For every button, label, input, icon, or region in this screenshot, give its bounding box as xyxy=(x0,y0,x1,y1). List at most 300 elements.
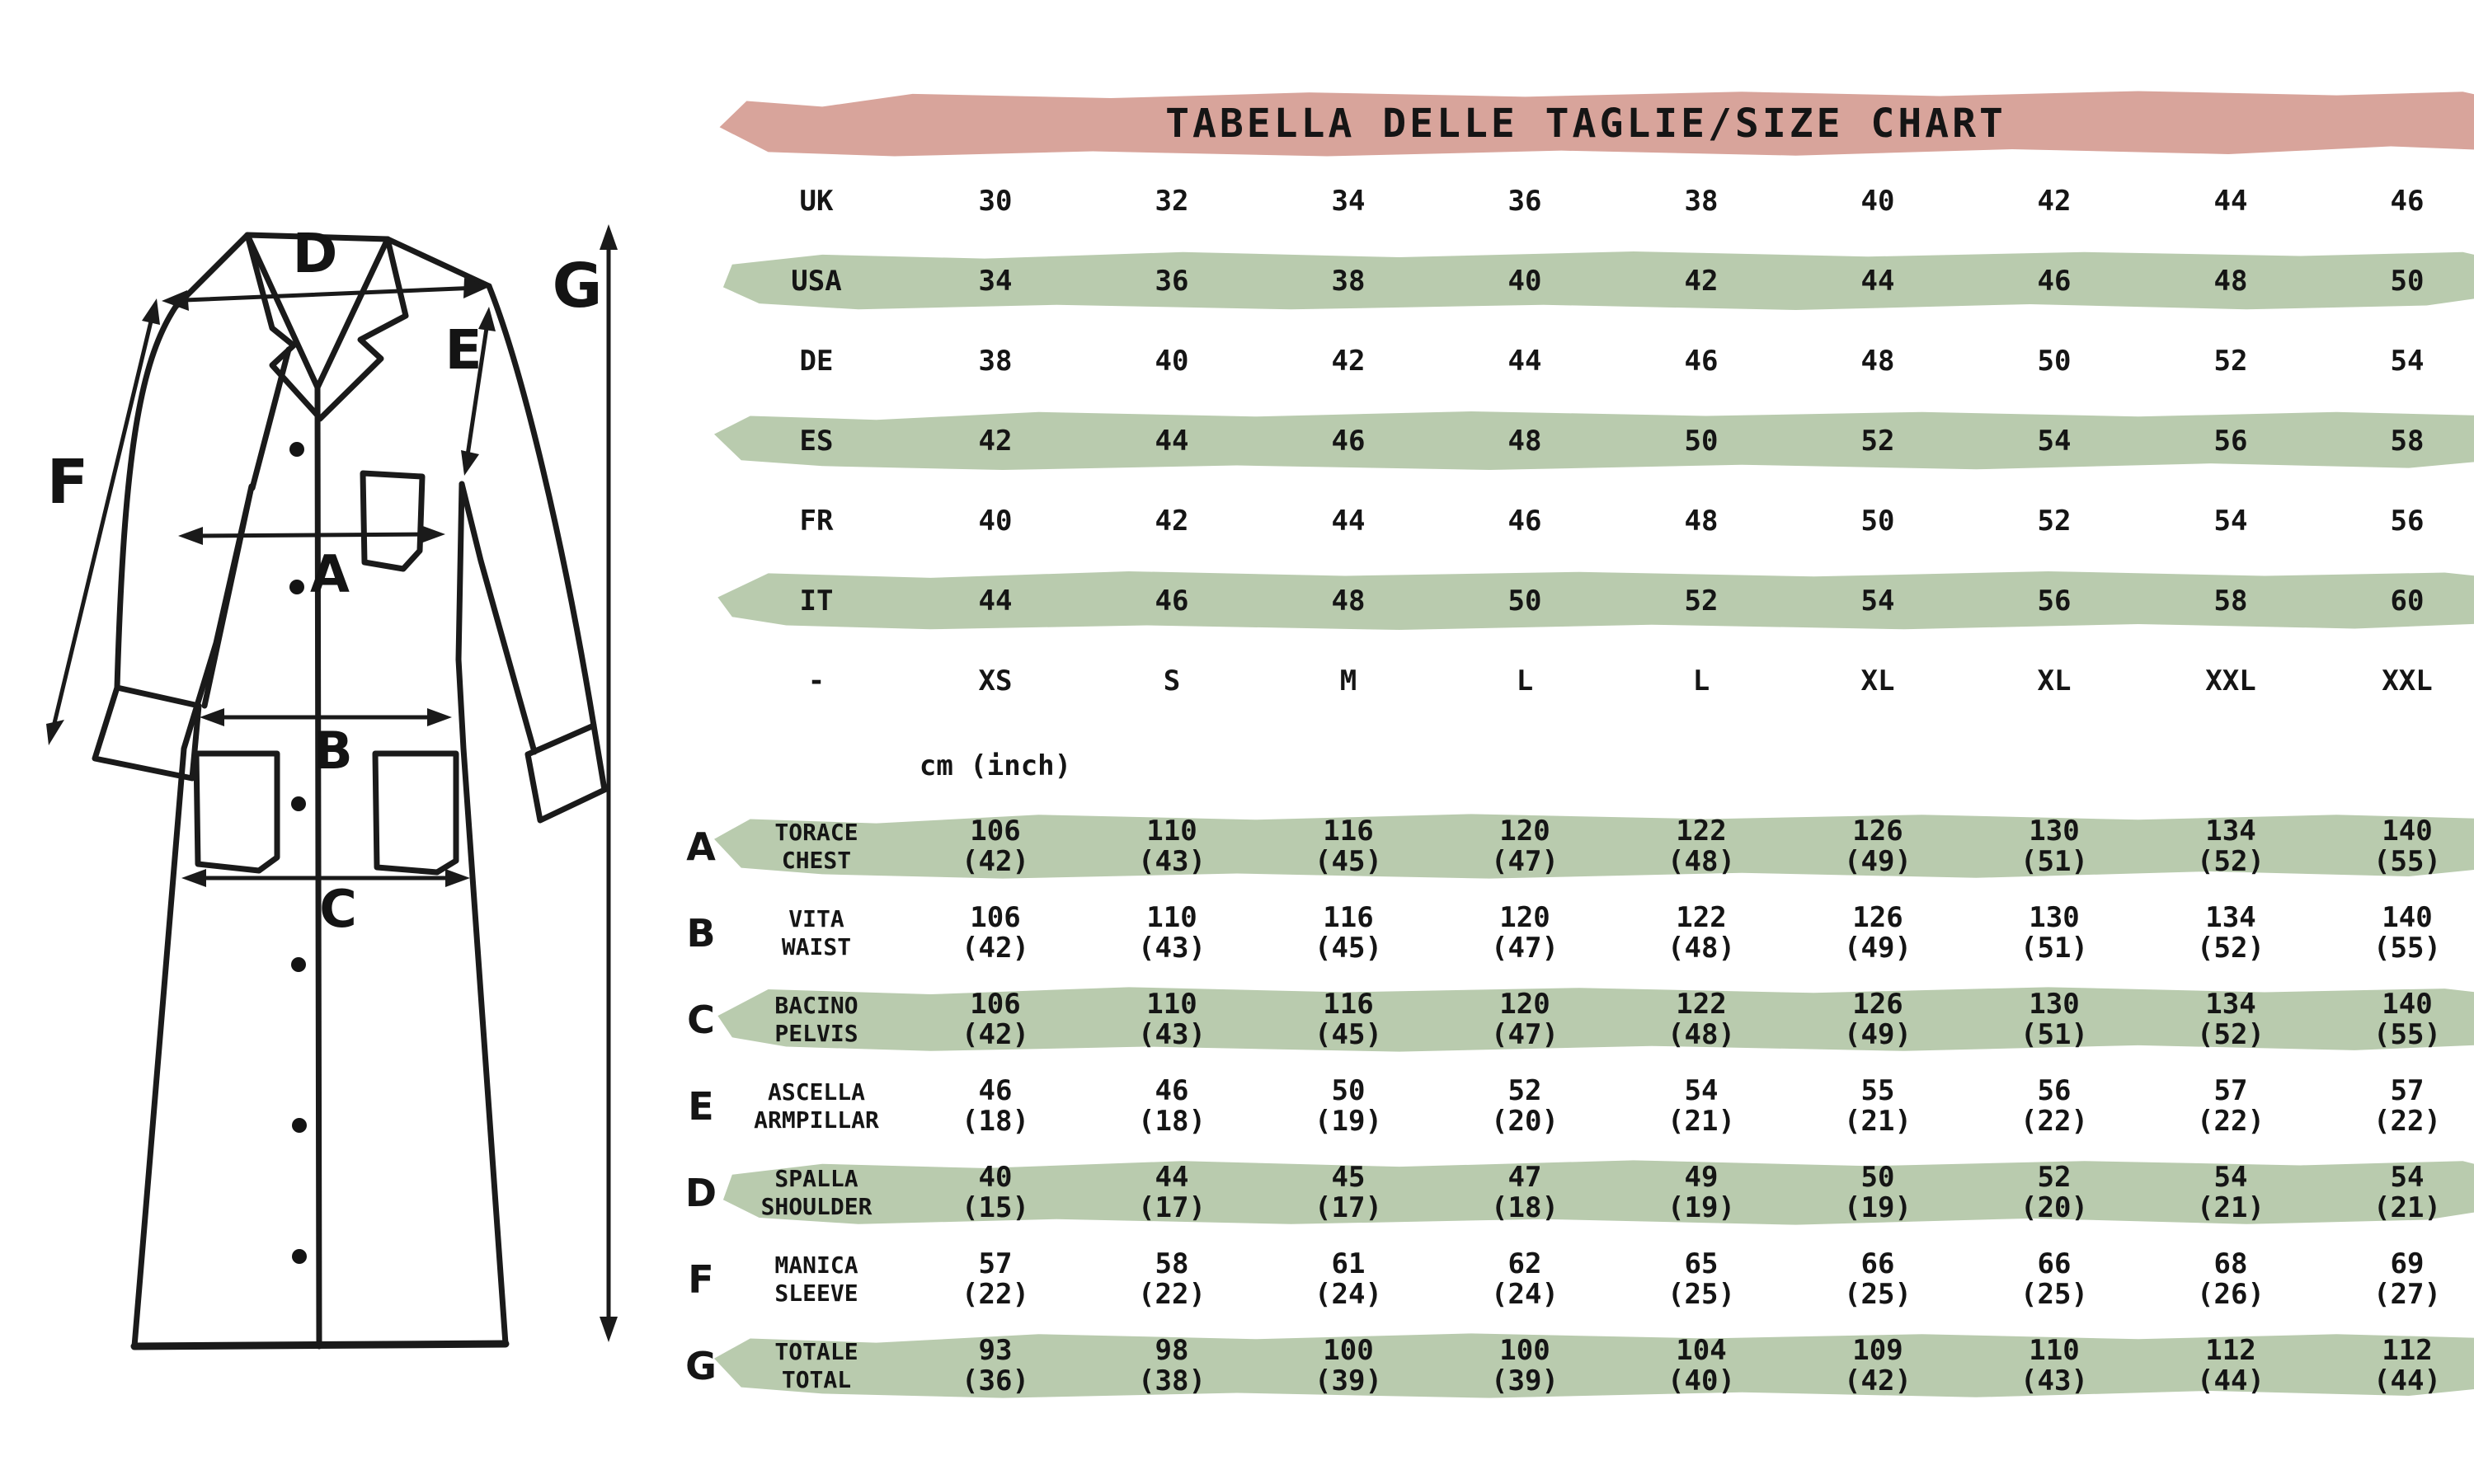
coat-right-cuff xyxy=(528,726,604,820)
measure-value-inch: (22) xyxy=(2020,1104,2088,1138)
measure-value xyxy=(1084,989,1260,1050)
measure-value-cm: 112 xyxy=(2205,1333,2256,1367)
size-value: 42 xyxy=(978,424,1013,458)
coat-right-lower-pocket xyxy=(375,754,456,872)
size-value: 56 xyxy=(2390,504,2425,538)
measure-value-inch: (19) xyxy=(1315,1104,1382,1138)
measure-value-inch: (15) xyxy=(962,1190,1029,1224)
measure-value-inch: (20) xyxy=(2020,1190,2088,1224)
measure-value-inch: (52) xyxy=(2197,844,2265,878)
measurement-rows xyxy=(676,803,2474,1409)
measurement-row-A xyxy=(676,803,2474,890)
size-row-USA xyxy=(676,241,2474,321)
measure-value-inch: (26) xyxy=(2197,1277,2265,1311)
measure-label-en: ARMPILLAR xyxy=(754,1106,879,1134)
size-value: 44 xyxy=(1507,344,1542,378)
measure-value xyxy=(2319,816,2474,877)
measurement-row-G xyxy=(676,1322,2474,1409)
measure-value-inch: (27) xyxy=(2373,1277,2441,1311)
size-value: 32 xyxy=(1155,184,1189,218)
size-row- xyxy=(676,641,2474,721)
measure-value-inch: (19) xyxy=(1667,1190,1735,1224)
measure-value xyxy=(1260,900,1437,965)
diagram-label-g: G xyxy=(552,251,603,322)
measure-value-inch: (36) xyxy=(962,1364,1029,1397)
size-system-label: USA xyxy=(791,264,842,298)
coat-buttons xyxy=(289,442,307,1264)
measure-value-cm: 134 xyxy=(2205,814,2256,848)
measurement-row-C xyxy=(676,976,2474,1063)
measure-value xyxy=(1966,1073,2142,1138)
measure-label xyxy=(726,1252,907,1308)
measure-value-cm: 116 xyxy=(1323,814,1374,848)
diagram-label-b: B xyxy=(313,721,353,781)
size-value: 48 xyxy=(2213,264,2248,298)
size-value: 42 xyxy=(1155,504,1189,538)
garment-diagram xyxy=(0,0,676,1484)
measure-value xyxy=(1260,1162,1437,1223)
measure-value-inch: (55) xyxy=(2373,844,2441,878)
measure-value-cm: 122 xyxy=(1676,814,1727,848)
measure-value xyxy=(1613,900,1790,965)
measure-value-inch: (45) xyxy=(1315,1017,1382,1051)
measure-value-inch: (18) xyxy=(1491,1190,1559,1224)
size-value: 52 xyxy=(1860,424,1895,458)
size-value: 58 xyxy=(2213,584,2248,618)
size-value: 44 xyxy=(2213,184,2248,218)
size-value: 54 xyxy=(2390,344,2425,378)
coat-right-side-seam xyxy=(459,484,506,1344)
measure-value xyxy=(1790,1162,1966,1223)
size-value: 44 xyxy=(1155,424,1189,458)
size-value: L xyxy=(1692,664,1710,697)
measure-value-cm: 120 xyxy=(1499,814,1550,848)
unit-label: cm (inch) xyxy=(919,749,1072,782)
size-value: 50 xyxy=(1507,584,1542,618)
size-system-label: UK xyxy=(799,184,834,218)
size-value: 38 xyxy=(978,344,1013,378)
size-row-ES xyxy=(676,401,2474,481)
measure-label xyxy=(726,1338,907,1394)
measure-value-inch: (48) xyxy=(1667,931,1735,965)
measure-value-cm: 52 xyxy=(1507,1073,1542,1107)
size-value: 46 xyxy=(2037,264,2072,298)
measure-value xyxy=(2319,900,2474,965)
size-system-label: FR xyxy=(799,504,834,538)
diagram-label-f: F xyxy=(46,447,89,518)
size-value: 60 xyxy=(2390,584,2425,618)
size-row-UK xyxy=(676,161,2474,241)
measure-value xyxy=(1437,900,1613,965)
size-value: 46 xyxy=(1684,344,1719,378)
measure-value-cm: 130 xyxy=(2029,900,2080,934)
size-conversion-rows xyxy=(676,161,2474,721)
measure-arrow-f xyxy=(46,298,160,745)
measure-value xyxy=(1437,989,1613,1050)
measure-label xyxy=(726,905,907,961)
measure-value-cm: 55 xyxy=(1860,1073,1895,1107)
measure-value-inch: (24) xyxy=(1491,1277,1559,1311)
measure-value xyxy=(1260,989,1437,1050)
measure-value-cm: 47 xyxy=(1507,1160,1542,1194)
size-system-label: IT xyxy=(799,584,834,618)
coat-hem xyxy=(134,1344,506,1346)
measure-label-it: VITA xyxy=(788,904,844,932)
coat-left-lower-pocket xyxy=(196,754,277,871)
size-value: 34 xyxy=(978,264,1013,298)
measure-value-cm: 140 xyxy=(2382,987,2433,1021)
measure-value-inch: (17) xyxy=(1315,1190,1382,1224)
size-value: XS xyxy=(978,664,1013,697)
size-value: 56 xyxy=(2037,584,2072,618)
measure-value-cm: 130 xyxy=(2029,987,2080,1021)
measure-letter: E xyxy=(688,1083,714,1129)
measure-value-inch: (43) xyxy=(2020,1364,2088,1397)
size-value: 42 xyxy=(2037,184,2072,218)
size-value: M xyxy=(1339,664,1357,697)
measure-value-inch: (25) xyxy=(2020,1277,2088,1311)
measure-value-cm: 106 xyxy=(970,987,1021,1021)
measure-value xyxy=(1790,1333,1966,1397)
chart-title-banner xyxy=(676,87,2474,161)
coat-center-front-line xyxy=(317,387,319,1346)
measure-value-inch: (47) xyxy=(1491,931,1559,965)
measure-label-it: TOTALE xyxy=(774,1337,858,1365)
measure-value xyxy=(2319,1162,2474,1223)
measure-value-cm: 45 xyxy=(1331,1160,1366,1194)
measure-value-inch: (42) xyxy=(962,1017,1029,1051)
measure-value xyxy=(2142,1162,2319,1223)
measure-value-inch: (48) xyxy=(1667,844,1735,878)
measure-value xyxy=(1790,900,1966,965)
measure-value xyxy=(907,1249,1084,1310)
measure-value xyxy=(907,1333,1084,1397)
size-value: 40 xyxy=(1860,184,1895,218)
measure-label-en: SHOULDER xyxy=(760,1192,872,1220)
measure-value xyxy=(1437,1162,1613,1223)
measure-value-inch: (47) xyxy=(1491,844,1559,878)
measurement-row-D xyxy=(676,1149,2474,1236)
measure-value-inch: (18) xyxy=(962,1104,1029,1138)
measure-value xyxy=(1790,1249,1966,1310)
size-value: XXL xyxy=(2382,664,2433,697)
measure-value-cm: 66 xyxy=(1860,1247,1895,1280)
unit-row xyxy=(676,729,2474,803)
size-value: 50 xyxy=(2037,344,2072,378)
measure-value xyxy=(1613,989,1790,1050)
measure-letter: A xyxy=(686,824,716,869)
size-value: 42 xyxy=(1684,264,1719,298)
measure-letter: D xyxy=(684,1170,717,1215)
measure-value-cm: 120 xyxy=(1499,900,1550,934)
measure-value-cm: 109 xyxy=(1852,1333,1903,1367)
measure-value-cm: 44 xyxy=(1155,1160,1189,1194)
measure-value xyxy=(1613,1249,1790,1310)
measure-value-cm: 68 xyxy=(2213,1247,2248,1280)
size-value: L xyxy=(1516,664,1534,697)
measure-value-cm: 46 xyxy=(978,1073,1013,1107)
measure-value xyxy=(2142,989,2319,1050)
measure-value-cm: 134 xyxy=(2205,987,2256,1021)
measure-label-it: MANICA xyxy=(774,1251,858,1279)
measure-value-inch: (55) xyxy=(2373,931,2441,965)
measure-value-inch: (52) xyxy=(2197,931,2265,965)
measure-value-inch: (17) xyxy=(1138,1190,1206,1224)
measure-value xyxy=(1084,900,1260,965)
measure-value-cm: 52 xyxy=(2037,1160,2072,1194)
measure-value-cm: 110 xyxy=(1146,900,1197,934)
measure-value-cm: 110 xyxy=(1146,987,1197,1021)
size-value: 58 xyxy=(2390,424,2425,458)
measure-value-cm: 54 xyxy=(2213,1160,2248,1194)
measure-value-cm: 54 xyxy=(2390,1160,2425,1194)
measure-value xyxy=(2142,1073,2319,1138)
size-value: 44 xyxy=(1331,504,1366,538)
size-value: 52 xyxy=(2213,344,2248,378)
measure-value-inch: (51) xyxy=(2020,1017,2088,1051)
measure-arrow-a xyxy=(178,525,445,545)
measure-value-cm: 122 xyxy=(1676,900,1727,934)
measure-value-inch: (51) xyxy=(2020,931,2088,965)
diagram-label-c: C xyxy=(319,879,357,939)
size-value: 46 xyxy=(1507,504,1542,538)
measure-value-inch: (22) xyxy=(2373,1104,2441,1138)
measure-value xyxy=(907,1162,1084,1223)
size-value: 30 xyxy=(978,184,1013,218)
size-chart-table xyxy=(676,87,2474,1409)
coat-left-sleeve xyxy=(117,307,252,706)
measure-value xyxy=(1966,816,2142,877)
size-value: 44 xyxy=(978,584,1013,618)
measure-value-cm: 126 xyxy=(1852,987,1903,1021)
measure-value-inch: (39) xyxy=(1491,1364,1559,1397)
size-value: 48 xyxy=(1507,424,1542,458)
measure-label xyxy=(726,1165,907,1221)
size-value: 40 xyxy=(978,504,1013,538)
measure-label xyxy=(726,992,907,1048)
coat-left-side-seam xyxy=(134,486,252,1346)
size-system-label: ES xyxy=(799,424,834,458)
diagram-label-d: D xyxy=(292,222,338,285)
measure-label-en: WAIST xyxy=(781,932,852,960)
size-value: 48 xyxy=(1860,344,1895,378)
measure-value-cm: 134 xyxy=(2205,900,2256,934)
measure-letter: G xyxy=(685,1343,717,1388)
measure-value xyxy=(1613,1162,1790,1223)
size-value: 52 xyxy=(1684,584,1719,618)
size-value: 40 xyxy=(1507,264,1542,298)
measure-value-inch: (44) xyxy=(2197,1364,2265,1397)
measure-value xyxy=(1613,816,1790,877)
size-value: 48 xyxy=(1331,584,1366,618)
measure-value-inch: (21) xyxy=(1667,1104,1735,1138)
measure-value-inch: (42) xyxy=(962,844,1029,878)
measure-value xyxy=(1260,1249,1437,1310)
measure-value xyxy=(2319,1073,2474,1138)
measure-value-inch: (40) xyxy=(1667,1364,1735,1397)
size-row-FR xyxy=(676,481,2474,561)
measure-label-en: CHEST xyxy=(781,846,852,874)
size-value: 54 xyxy=(2037,424,2072,458)
measure-value-cm: 61 xyxy=(1331,1247,1366,1280)
measure-value-cm: 50 xyxy=(1860,1160,1895,1194)
measure-value-cm: 65 xyxy=(1684,1247,1719,1280)
measure-value xyxy=(1260,816,1437,877)
measure-value xyxy=(1790,989,1966,1050)
size-value: 46 xyxy=(2390,184,2425,218)
measure-value xyxy=(907,989,1084,1050)
measure-value-inch: (49) xyxy=(1844,844,1912,878)
measure-value-inch: (38) xyxy=(1138,1364,1206,1397)
measure-value xyxy=(907,1073,1084,1138)
measure-value-inch: (43) xyxy=(1138,844,1206,878)
measure-value-cm: 50 xyxy=(1331,1073,1366,1107)
measure-value-inch: (49) xyxy=(1844,1017,1912,1051)
measure-value xyxy=(1084,1333,1260,1397)
measure-value-cm: 116 xyxy=(1323,900,1374,934)
measure-value xyxy=(2319,989,2474,1050)
measure-value-inch: (25) xyxy=(1667,1277,1735,1311)
measure-value-inch: (45) xyxy=(1315,931,1382,965)
measure-value-inch: (45) xyxy=(1315,844,1382,878)
measure-label xyxy=(726,1078,907,1134)
size-system-label: - xyxy=(807,664,825,697)
measure-value-inch: (43) xyxy=(1138,931,1206,965)
measure-value-inch: (43) xyxy=(1138,1017,1206,1051)
diagram-label-e: E xyxy=(444,318,482,382)
size-value: 52 xyxy=(2037,504,2072,538)
measure-value-cm: 54 xyxy=(1684,1073,1719,1107)
measure-value-cm: 57 xyxy=(978,1247,1013,1280)
measure-value-cm: 93 xyxy=(978,1333,1013,1367)
measure-value-inch: (39) xyxy=(1315,1364,1382,1397)
measure-value-inch: (49) xyxy=(1844,931,1912,965)
measure-value xyxy=(2142,816,2319,877)
measure-value xyxy=(1437,1249,1613,1310)
size-value: 36 xyxy=(1507,184,1542,218)
size-value: 44 xyxy=(1860,264,1895,298)
size-value: 40 xyxy=(1155,344,1189,378)
size-value: 46 xyxy=(1155,584,1189,618)
measure-value xyxy=(2142,900,2319,965)
measure-value xyxy=(1084,1249,1260,1310)
measure-value xyxy=(1966,900,2142,965)
size-row-DE xyxy=(676,321,2474,401)
coat-chest-pocket xyxy=(363,473,422,569)
measure-value-cm: 140 xyxy=(2382,814,2433,848)
size-value: 38 xyxy=(1684,184,1719,218)
measure-value xyxy=(1084,1073,1260,1138)
size-value: 50 xyxy=(2390,264,2425,298)
measure-label-it: ASCELLA xyxy=(767,1078,865,1106)
measure-label-en: TOTAL xyxy=(781,1365,852,1393)
size-value: 54 xyxy=(1860,584,1895,618)
diagram-label-a: A xyxy=(310,544,350,604)
measure-value-cm: 112 xyxy=(2382,1333,2433,1367)
measure-value-inch: (24) xyxy=(1315,1277,1382,1311)
measure-value xyxy=(1260,1333,1437,1397)
measure-value xyxy=(1966,1162,2142,1223)
measure-value-inch: (51) xyxy=(2020,844,2088,878)
measurement-row-F xyxy=(676,1236,2474,1322)
measure-value xyxy=(1084,816,1260,877)
measure-value-inch: (18) xyxy=(1138,1104,1206,1138)
measure-value xyxy=(2319,1249,2474,1310)
measure-value-inch: (22) xyxy=(962,1277,1029,1311)
measure-value xyxy=(907,900,1084,965)
measure-value-inch: (48) xyxy=(1667,1017,1735,1051)
size-value: 48 xyxy=(1684,504,1719,538)
measure-value-inch: (21) xyxy=(2197,1190,2265,1224)
size-value: 38 xyxy=(1331,264,1366,298)
measure-value-cm: 140 xyxy=(2382,900,2433,934)
measure-label-it: TORACE xyxy=(774,818,858,846)
size-value: 50 xyxy=(1684,424,1719,458)
measure-value xyxy=(1260,1073,1437,1138)
measure-value-cm: 58 xyxy=(1155,1247,1189,1280)
measure-value xyxy=(1966,1333,2142,1397)
size-value: XXL xyxy=(2205,664,2256,697)
measure-value-cm: 49 xyxy=(1684,1160,1719,1194)
measure-value-inch: (47) xyxy=(1491,1017,1559,1051)
measure-value-cm: 100 xyxy=(1499,1333,1550,1367)
measure-value-cm: 120 xyxy=(1499,987,1550,1021)
measure-value-inch: (22) xyxy=(2197,1104,2265,1138)
measure-label-en: PELVIS xyxy=(774,1019,858,1047)
measurement-row-B xyxy=(676,890,2474,976)
measurement-row-E xyxy=(676,1063,2474,1149)
measure-value-cm: 130 xyxy=(2029,814,2080,848)
measure-value-inch: (20) xyxy=(1491,1104,1559,1138)
measure-value-inch: (21) xyxy=(2373,1190,2441,1224)
measure-letter: F xyxy=(688,1256,714,1302)
measure-value-cm: 56 xyxy=(2037,1073,2072,1107)
measure-value-cm: 104 xyxy=(1676,1333,1727,1367)
measure-value-cm: 40 xyxy=(978,1160,1013,1194)
measure-value-inch: (42) xyxy=(962,931,1029,965)
measure-value-cm: 126 xyxy=(1852,900,1903,934)
size-value: 54 xyxy=(2213,504,2248,538)
measure-value-inch: (44) xyxy=(2373,1364,2441,1397)
measure-value-cm: 66 xyxy=(2037,1247,2072,1280)
measure-value-cm: 62 xyxy=(1507,1247,1542,1280)
measure-value-inch: (19) xyxy=(1844,1190,1912,1224)
measure-value-inch: (42) xyxy=(1844,1364,1912,1397)
measure-value xyxy=(1966,989,2142,1050)
measure-value-cm: 57 xyxy=(2390,1073,2425,1107)
measure-value xyxy=(1790,816,1966,877)
measure-value-cm: 106 xyxy=(970,900,1021,934)
measure-value-cm: 98 xyxy=(1155,1333,1189,1367)
measure-value xyxy=(1966,1249,2142,1310)
measure-letter: C xyxy=(687,997,715,1042)
size-value: XL xyxy=(1860,664,1895,697)
measure-label-it: BACINO xyxy=(774,991,858,1019)
size-value: 42 xyxy=(1331,344,1366,378)
size-value: 36 xyxy=(1155,264,1189,298)
measure-value xyxy=(1437,1333,1613,1397)
measure-value xyxy=(2142,1333,2319,1397)
measure-value xyxy=(1613,1333,1790,1397)
measure-value-cm: 116 xyxy=(1323,987,1374,1021)
measure-value-inch: (21) xyxy=(1844,1104,1912,1138)
measure-value-cm: 106 xyxy=(970,814,1021,848)
size-value: 50 xyxy=(1860,504,1895,538)
measure-value xyxy=(1437,816,1613,877)
measure-value-cm: 69 xyxy=(2390,1247,2425,1280)
coat-left-armhole-seam xyxy=(252,350,289,488)
measure-value-cm: 126 xyxy=(1852,814,1903,848)
